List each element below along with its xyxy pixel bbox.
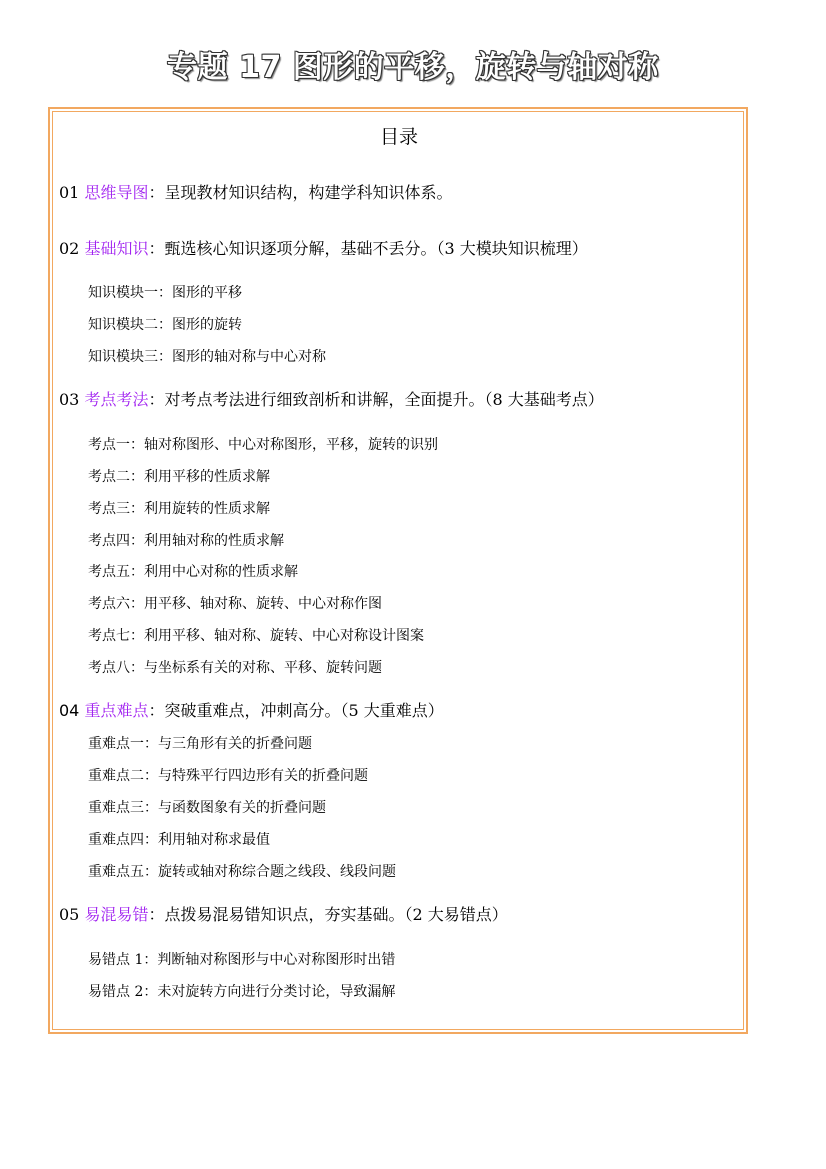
toc-item: 考点四：利用轴对称的性质求解: [88, 533, 284, 549]
section-number: 02: [59, 239, 85, 258]
toc-item: 重难点三：与函数图象有关的折叠问题: [88, 800, 326, 816]
section-keyword: 考点考法: [84, 390, 149, 409]
toc-heading: 目录: [379, 126, 418, 148]
section-number: 05: [59, 905, 85, 924]
toc-item: 知识模块三：图形的轴对称与中心对称: [88, 349, 326, 365]
toc-item: 考点七：利用平移、轴对称、旋转、中心对称设计图案: [88, 628, 424, 644]
section-description: ：突破重难点，冲刺高分。（5 大重难点）: [148, 701, 444, 720]
toc-item: 考点六：用平移、轴对称、旋转、中心对称作图: [88, 596, 382, 612]
section-number: 04: [59, 701, 85, 720]
section-keyword: 重点难点: [84, 701, 149, 720]
toc-item: 考点二：利用平移的性质求解: [88, 469, 270, 485]
toc-item: 考点三：利用旋转的性质求解: [88, 501, 270, 517]
section-keyword: 易混易错: [84, 905, 149, 924]
section-description: ：对考点考法进行细致剖析和讲解，全面提升。（8 大基础考点）: [148, 390, 604, 409]
section-description: ：点拨易混易错知识点，夯实基础。（2 大易错点）: [148, 905, 508, 924]
toc-section-05: [59, 904, 508, 926]
section-description: ：呈现教材知识结构，构建学科知识体系。: [148, 183, 453, 202]
section-keyword: 思维导图: [84, 183, 149, 202]
toc-item: 重难点二：与特殊平行四边形有关的折叠问题: [88, 768, 368, 784]
section-number: 03: [59, 390, 85, 409]
toc-item: 知识模块一：图形的平移: [88, 285, 242, 301]
page-title: 专题 17 图形的平移，旋转与轴对称: [167, 50, 659, 85]
section-keyword: 基础知识: [84, 239, 149, 258]
toc-item: 重难点五：旋转或轴对称综合题之线段、线段问题: [88, 864, 396, 880]
toc-item: 重难点一：与三角形有关的折叠问题: [88, 736, 312, 752]
toc-item: 易错点 2：未对旋转方向进行分类讨论，导致漏解: [88, 984, 396, 1000]
toc-item: 重难点四：利用轴对称求最值: [88, 832, 270, 848]
toc-item: 易错点 1：判断轴对称图形与中心对称图形时出错: [88, 952, 396, 968]
toc-section-04: [59, 700, 444, 722]
toc-item: 考点八：与坐标系有关的对称、平移、旋转问题: [88, 660, 382, 676]
toc-item: 知识模块二：图形的旋转: [88, 317, 242, 333]
section-number: 01: [59, 183, 85, 202]
toc-section-03: [59, 389, 604, 411]
toc-item: 考点五：利用中心对称的性质求解: [88, 564, 298, 580]
toc-section-01: [59, 182, 452, 204]
toc-item: 考点一：轴对称图形、中心对称图形，平移，旋转的识别: [88, 437, 438, 453]
section-description: ：甄选核心知识逐项分解，基础不丢分。（3 大模块知识梳理）: [148, 239, 588, 258]
toc-section-02: [59, 238, 588, 260]
